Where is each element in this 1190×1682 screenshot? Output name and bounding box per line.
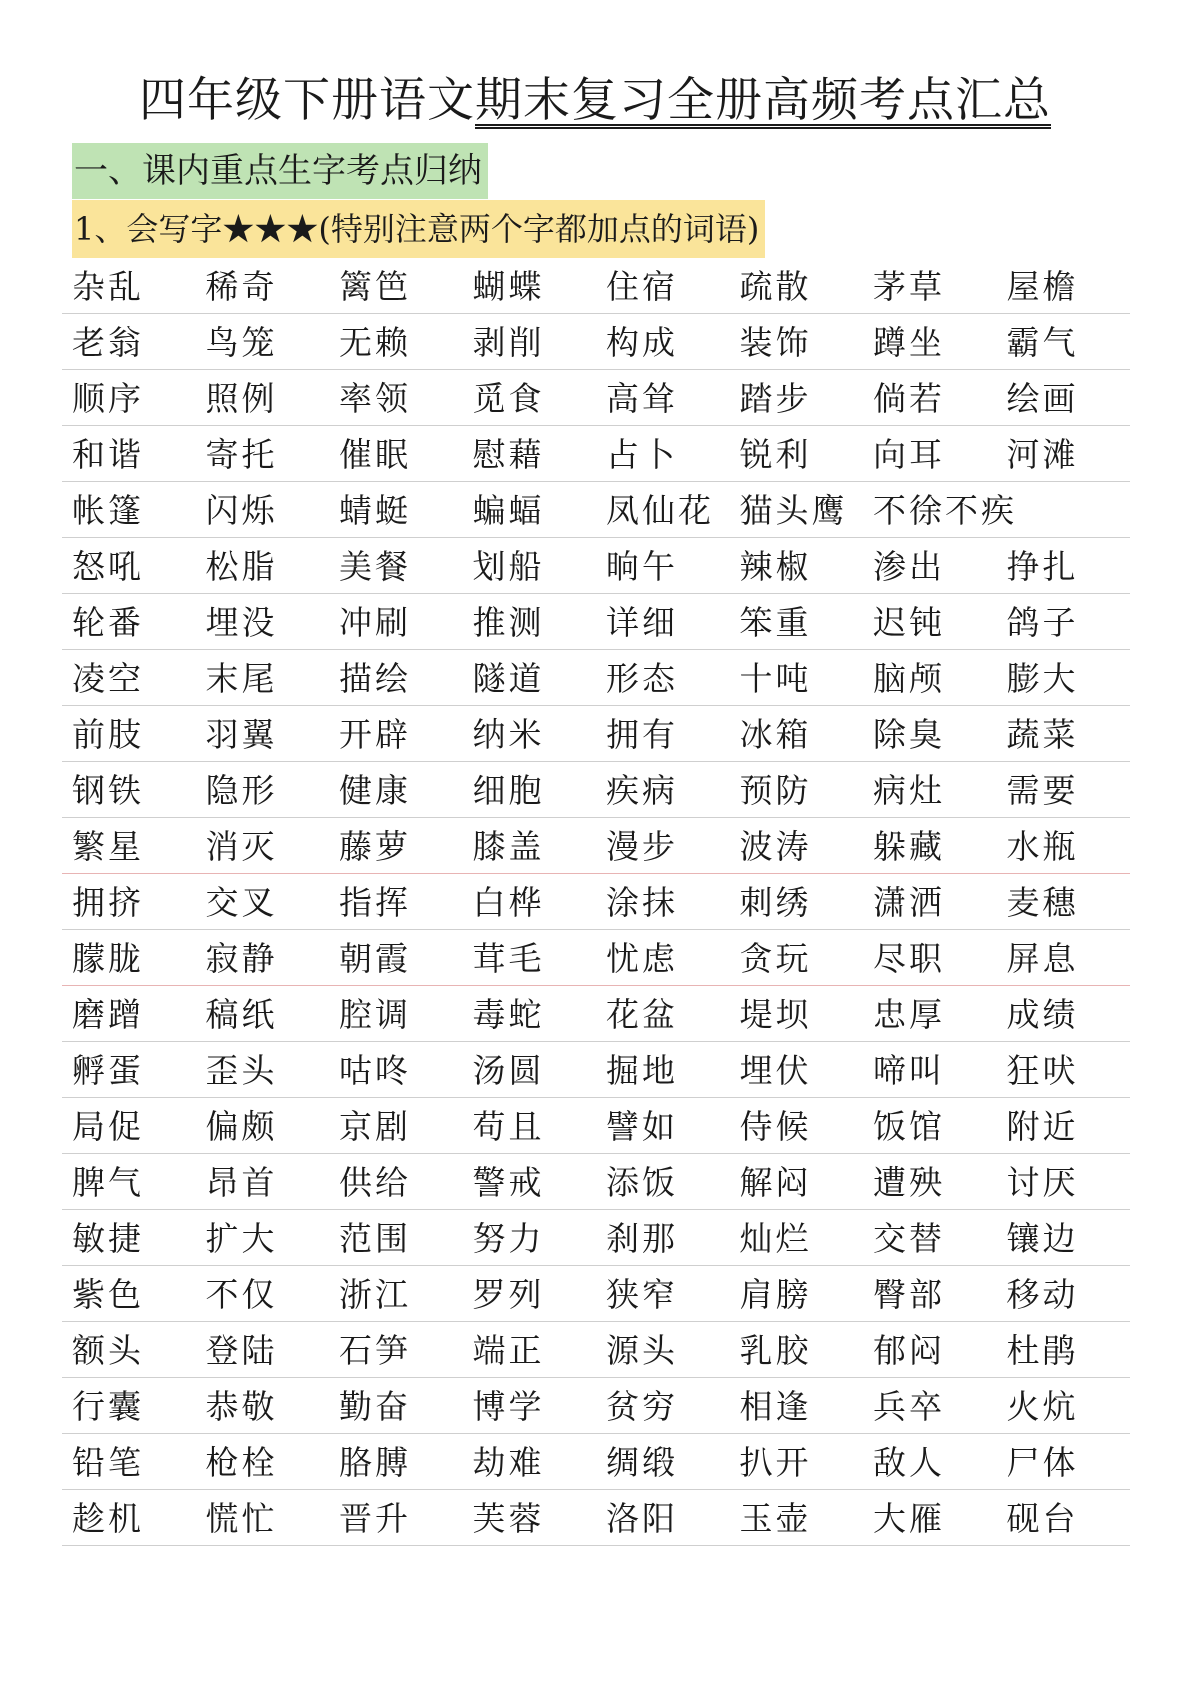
word-cell: 忧虑 — [606, 939, 678, 978]
word-cell: 推测 — [472, 603, 545, 642]
word-cell — [997, 482, 1131, 537]
word-cell: 罗列 — [472, 1275, 545, 1314]
word-cell: 脾气 — [72, 1163, 144, 1202]
word-cell: 健康 — [339, 771, 411, 810]
word-cell: 消灭 — [205, 827, 278, 866]
table-row — [62, 482, 1130, 538]
word-cell: 篱笆 — [339, 267, 411, 306]
word-cell: 照例 — [205, 379, 278, 418]
word-cell: 无赖 — [339, 323, 411, 362]
table-row — [62, 1098, 1130, 1154]
word-cell: 蜻蜓 — [339, 491, 411, 530]
word-cell: 解闷 — [739, 1163, 812, 1202]
word-cell: 肩膀 — [739, 1275, 812, 1314]
word-cell: 埋没 — [205, 603, 278, 642]
word-cell: 堤坝 — [739, 995, 812, 1034]
word-cell: 玉壶 — [739, 1499, 812, 1538]
word-cell: 涂抹 — [606, 883, 678, 922]
word-cell: 晌午 — [606, 547, 678, 586]
word-cell: 遭殃 — [873, 1163, 945, 1202]
word-cell: 末尾 — [205, 659, 278, 698]
word-cell: 闪烁 — [205, 491, 278, 530]
word-cell: 偏颇 — [205, 1107, 278, 1146]
word-cell: 端正 — [472, 1331, 545, 1370]
word-cell: 绘画 — [1006, 379, 1079, 418]
word-cell: 麦穗 — [1006, 883, 1079, 922]
word-cell: 添饭 — [606, 1163, 678, 1202]
word-cell: 浙江 — [339, 1275, 411, 1314]
word-cell: 敌人 — [873, 1443, 945, 1482]
word-cell: 朝霞 — [339, 939, 411, 978]
word-cell: 拥挤 — [72, 883, 144, 922]
page-title — [0, 68, 1190, 134]
word-cell: 催眠 — [339, 435, 411, 474]
word-cell: 啼叫 — [873, 1051, 945, 1090]
word-cell: 形态 — [606, 659, 678, 698]
word-cell: 隐形 — [205, 771, 278, 810]
word-cell: 白桦 — [472, 883, 545, 922]
word-cell: 埋伏 — [739, 1051, 812, 1090]
word-cell: 美餐 — [339, 547, 411, 586]
word-cell: 芙蓉 — [472, 1499, 545, 1538]
word-cell: 尽职 — [873, 939, 945, 978]
word-cell: 交替 — [873, 1219, 945, 1258]
word-cell: 隧道 — [472, 659, 545, 698]
word-cell: 花盆 — [606, 995, 678, 1034]
word-cell: 臀部 — [873, 1275, 945, 1314]
word-cell: 苟且 — [472, 1107, 545, 1146]
word-cell: 绸缎 — [606, 1443, 678, 1482]
word-cell: 躲藏 — [873, 827, 945, 866]
word-cell: 歪头 — [205, 1051, 278, 1090]
word-cell: 顺序 — [72, 379, 144, 418]
word-cell: 汤圆 — [472, 1051, 545, 1090]
word-cell: 寂静 — [205, 939, 278, 978]
table-row — [62, 426, 1130, 482]
word-cell: 磨蹭 — [72, 995, 144, 1034]
word-cell: 帐篷 — [72, 491, 144, 530]
word-cell: 水瓶 — [1006, 827, 1079, 866]
word-cell: 十吨 — [739, 659, 812, 698]
word-cell: 繁星 — [72, 827, 144, 866]
table-row — [62, 986, 1130, 1042]
word-cell: 蝴蝶 — [472, 267, 545, 306]
word-cell: 紫色 — [72, 1275, 144, 1314]
word-cell: 病灶 — [873, 771, 945, 810]
table-row — [62, 1378, 1130, 1434]
word-cell: 锐利 — [739, 435, 812, 474]
word-cell: 占卜 — [606, 435, 678, 474]
word-cell: 狂吠 — [1006, 1051, 1079, 1090]
table-row — [62, 370, 1130, 426]
word-cell: 笨重 — [739, 603, 812, 642]
word-cell: 茅草 — [873, 267, 945, 306]
word-cell: 膝盖 — [472, 827, 545, 866]
word-cell: 住宿 — [606, 267, 678, 306]
word-cell: 兵卒 — [873, 1387, 945, 1426]
word-cell: 成绩 — [1006, 995, 1079, 1034]
word-cell: 杜鹃 — [1006, 1331, 1079, 1370]
word-cell: 咕咚 — [339, 1051, 411, 1090]
word-cell: 向耳 — [873, 435, 945, 474]
word-cell: 登陆 — [205, 1331, 278, 1370]
word-cell: 杂乱 — [72, 267, 144, 306]
word-cell: 努力 — [472, 1219, 545, 1258]
word-cell: 昂首 — [205, 1163, 278, 1202]
table-row — [62, 650, 1130, 706]
table-row — [62, 1042, 1130, 1098]
word-cell: 详细 — [606, 603, 678, 642]
word-cell: 狭窄 — [606, 1275, 678, 1314]
word-cell: 譬如 — [606, 1107, 678, 1146]
word-cell: 忠厚 — [873, 995, 945, 1034]
word-cell: 额头 — [72, 1331, 144, 1370]
word-cell: 侍候 — [739, 1107, 812, 1146]
word-cell: 拥有 — [606, 715, 678, 754]
word-cell: 河滩 — [1006, 435, 1079, 474]
sub-heading: 1、会写字★★★(特别注意两个字都加点的词语) — [72, 200, 765, 258]
table-row — [62, 314, 1130, 370]
word-cell: 稀奇 — [205, 267, 278, 306]
word-cell: 踏步 — [739, 379, 812, 418]
word-cell: 灿烂 — [739, 1219, 812, 1258]
table-row — [62, 1154, 1130, 1210]
word-cell: 慰藉 — [472, 435, 545, 474]
word-cell: 轮番 — [72, 603, 144, 642]
word-cell: 火炕 — [1006, 1387, 1079, 1426]
word-cell: 渗出 — [873, 547, 945, 586]
word-cell: 预防 — [739, 771, 812, 810]
word-cell: 移动 — [1006, 1275, 1079, 1314]
word-cell: 相逢 — [739, 1387, 812, 1426]
word-cell: 供给 — [339, 1163, 411, 1202]
word-cell: 劫难 — [472, 1443, 545, 1482]
word-cell: 扒开 — [739, 1443, 812, 1482]
word-cell: 钢铁 — [72, 771, 144, 810]
word-cell: 老翁 — [72, 323, 144, 362]
word-cell: 行囊 — [72, 1387, 144, 1426]
word-cell: 潇洒 — [873, 883, 945, 922]
word-cell: 源头 — [606, 1331, 678, 1370]
word-cell: 凌空 — [72, 659, 144, 698]
word-cell: 不徐不疾 — [873, 491, 1017, 530]
word-cell: 细胞 — [472, 771, 545, 810]
word-cell: 砚台 — [1006, 1499, 1079, 1538]
table-row — [62, 706, 1130, 762]
table-row — [62, 1490, 1130, 1546]
word-cell: 尸体 — [1006, 1443, 1079, 1482]
word-cell: 洛阳 — [606, 1499, 678, 1538]
word-cell: 博学 — [472, 1387, 545, 1426]
word-cell: 漫步 — [606, 827, 678, 866]
word-cell: 扩大 — [205, 1219, 278, 1258]
word-cell: 脑颅 — [873, 659, 945, 698]
word-cell: 蹲坐 — [873, 323, 945, 362]
word-cell: 冰箱 — [739, 715, 812, 754]
word-cell: 贪玩 — [739, 939, 812, 978]
word-cell: 茸毛 — [472, 939, 545, 978]
word-cell: 交叉 — [205, 883, 278, 922]
word-cell: 波涛 — [739, 827, 812, 866]
word-cell: 鸟笼 — [205, 323, 278, 362]
word-cell: 趁机 — [72, 1499, 144, 1538]
word-cell: 前肢 — [72, 715, 144, 754]
word-cell: 指挥 — [339, 883, 411, 922]
word-cell: 毒蛇 — [472, 995, 545, 1034]
word-cell: 刺绣 — [739, 883, 812, 922]
word-cell: 藤萝 — [339, 827, 411, 866]
word-cell: 大雁 — [873, 1499, 945, 1538]
word-cell: 剥削 — [472, 323, 545, 362]
word-cell: 贫穷 — [606, 1387, 678, 1426]
word-cell: 局促 — [72, 1107, 144, 1146]
word-cell: 讨厌 — [1006, 1163, 1079, 1202]
word-cell: 铅笔 — [72, 1443, 144, 1482]
word-table — [62, 258, 1130, 1546]
word-cell: 勤奋 — [339, 1387, 411, 1426]
word-cell: 膨大 — [1006, 659, 1079, 698]
table-row — [62, 1434, 1130, 1490]
word-cell: 划船 — [472, 547, 545, 586]
table-row — [62, 1210, 1130, 1266]
word-cell: 和谐 — [72, 435, 144, 474]
word-cell: 石笋 — [339, 1331, 411, 1370]
word-cell: 晋升 — [339, 1499, 411, 1538]
word-cell: 枪栓 — [205, 1443, 278, 1482]
title-plain: 四年级下册语文 — [139, 73, 475, 128]
word-cell: 开辟 — [339, 715, 411, 754]
word-cell: 率领 — [339, 379, 411, 418]
word-cell: 警戒 — [472, 1163, 545, 1202]
word-cell: 纳米 — [472, 715, 545, 754]
word-cell: 屋檐 — [1006, 267, 1079, 306]
word-cell: 腔调 — [339, 995, 411, 1034]
word-cell: 松脂 — [205, 547, 278, 586]
word-cell: 掘地 — [606, 1051, 678, 1090]
word-cell: 慌忙 — [205, 1499, 278, 1538]
table-row — [62, 874, 1130, 930]
word-cell: 猫头鹰 — [739, 491, 848, 530]
table-row — [62, 594, 1130, 650]
word-cell: 朦胧 — [72, 939, 144, 978]
word-cell: 凤仙花 — [606, 491, 714, 530]
word-cell: 饭馆 — [873, 1107, 945, 1146]
word-cell: 胳膊 — [339, 1443, 411, 1482]
word-cell: 描绘 — [339, 659, 411, 698]
word-cell: 除臭 — [873, 715, 945, 754]
word-cell: 不仅 — [205, 1275, 278, 1314]
table-row — [62, 762, 1130, 818]
word-cell: 辣椒 — [739, 547, 812, 586]
title-underlined: 期末复习全册高频考点汇总 — [475, 73, 1051, 128]
word-cell: 疾病 — [606, 771, 678, 810]
word-cell: 范围 — [339, 1219, 411, 1258]
word-cell: 装饰 — [739, 323, 812, 362]
table-row — [62, 930, 1130, 986]
word-cell: 稿纸 — [205, 995, 278, 1034]
word-cell: 郁闷 — [873, 1331, 945, 1370]
word-cell: 镶边 — [1006, 1219, 1079, 1258]
word-cell: 京剧 — [339, 1107, 411, 1146]
word-cell: 需要 — [1006, 771, 1079, 810]
table-row — [62, 1266, 1130, 1322]
table-row — [62, 538, 1130, 594]
section-heading: 一、课内重点生字考点归纳 — [72, 143, 488, 199]
word-cell: 霸气 — [1006, 323, 1079, 362]
word-cell: 寄托 — [205, 435, 278, 474]
word-cell: 恭敬 — [205, 1387, 278, 1426]
table-row — [62, 258, 1130, 314]
table-row — [62, 818, 1130, 874]
word-cell: 附近 — [1006, 1107, 1079, 1146]
word-cell: 迟钝 — [873, 603, 945, 642]
word-cell: 刹那 — [606, 1219, 678, 1258]
word-cell: 蝙蝠 — [472, 491, 545, 530]
table-row — [62, 1322, 1130, 1378]
word-cell: 敏捷 — [72, 1219, 144, 1258]
word-cell: 屏息 — [1006, 939, 1079, 978]
word-cell: 乳胶 — [739, 1331, 812, 1370]
word-cell: 构成 — [606, 323, 678, 362]
word-cell: 孵蛋 — [72, 1051, 144, 1090]
word-cell: 鸽子 — [1006, 603, 1079, 642]
word-cell: 倘若 — [873, 379, 945, 418]
word-cell: 觅食 — [472, 379, 545, 418]
word-cell: 蔬菜 — [1006, 715, 1079, 754]
word-cell: 高耸 — [606, 379, 678, 418]
word-cell: 疏散 — [739, 267, 812, 306]
word-cell: 挣扎 — [1006, 547, 1079, 586]
word-cell: 怒吼 — [72, 547, 144, 586]
word-cell: 羽翼 — [205, 715, 278, 754]
word-cell: 冲刷 — [339, 603, 411, 642]
